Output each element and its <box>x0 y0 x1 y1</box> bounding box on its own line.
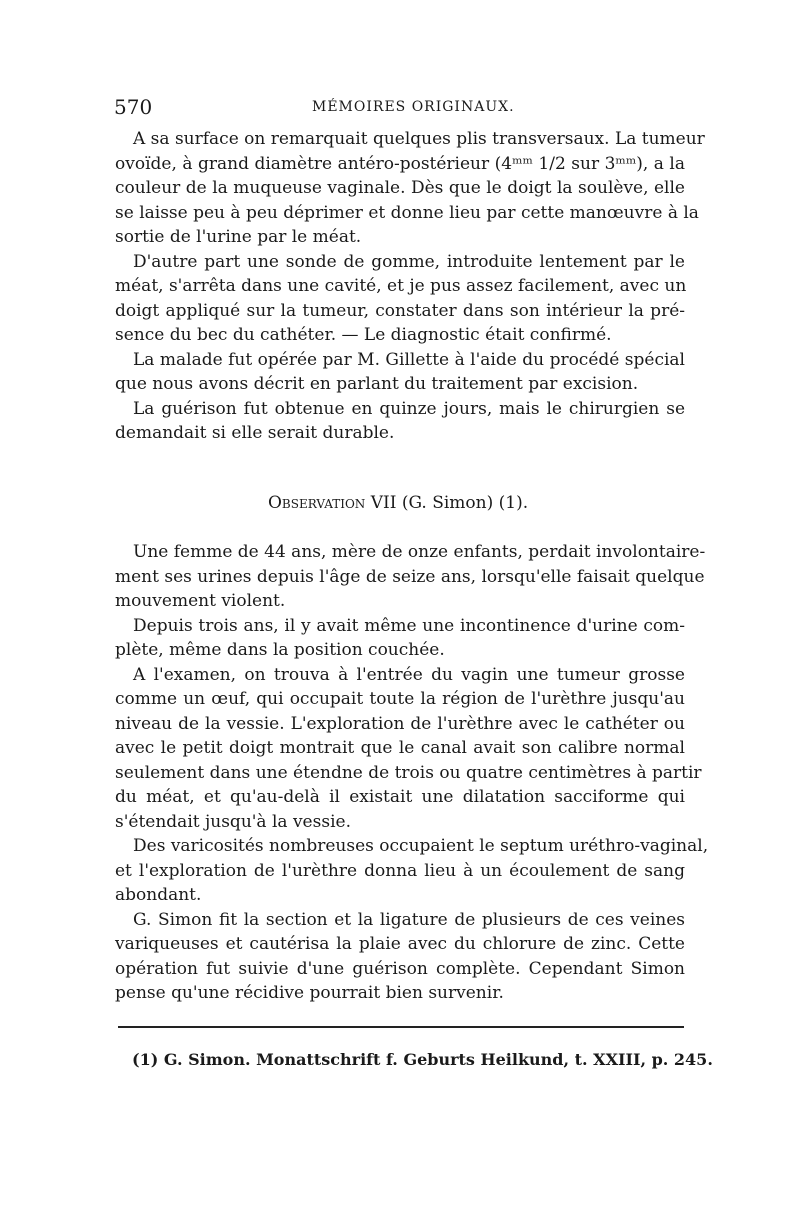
text-line: D'autre part une sonde de gomme, introduite lentement par le <box>133 251 685 272</box>
text-line: opération fut suivie d'une guérison complète. Cependant Simon <box>115 958 685 979</box>
footnote-rule <box>118 1026 684 1028</box>
running-title: MÉMOIRES ORIGINAUX. <box>312 99 515 115</box>
observation-number: VII (G. Simon) (1). <box>370 493 529 513</box>
text-line: sence du bec du cathéter. — Le diagnostic était confirmé. <box>115 325 612 345</box>
observation-heading <box>268 493 528 513</box>
text-line: plète, même dans la position couchée. <box>115 640 445 660</box>
text-line: doigt appliqué sur la tumeur, constater dans son intérieur la pré- <box>115 300 685 321</box>
text-line: mouvement violent. <box>115 591 286 611</box>
text-line: seulement dans une étendne de trois ou quatre centimètres à partir <box>115 762 702 783</box>
text-line: G. Simon fit la section et la ligature de plusieurs de ces veines <box>133 909 685 930</box>
text-line: sortie de l'urine par le méat. <box>115 227 362 247</box>
text-line: La malade fut opérée par M. Gillette à l'aide du procédé spécial <box>133 349 685 370</box>
text-line: La guérison fut obtenue en quinze jours, mais le chirurgien se <box>133 398 685 419</box>
page-number: 570 <box>114 95 153 119</box>
footnote: (1) G. Simon. Monattschrift f. Geburts Heilkund, t. XXIII, p. 245. <box>132 1050 713 1069</box>
text-line: avec le petit doigt montrait que le canal avait son calibre normal <box>115 738 685 758</box>
text-line: ment ses urines depuis l'âge de seize ans, lorsqu'elle faisait quelque <box>115 566 705 587</box>
text-line: couleur de la muqueuse vaginale. Dès que le doigt la soulève, elle <box>115 178 685 198</box>
text-line: niveau de la vessie. L'exploration de l'urèthre avec le cathéter ou <box>115 713 685 734</box>
text-line: se laisse peu à peu déprimer et donne lieu par cette manœuvre à la <box>115 202 699 223</box>
text-line: s'étendait jusqu'à la vessie. <box>115 811 351 832</box>
text-line: Des varicosités nombreuses occupaient le septum uréthro-vaginal, <box>133 836 709 856</box>
text-line: et l'exploration de l'urèthre donna lieu à un écoulement de sang <box>115 860 685 881</box>
text-line: variqueuses et cautérisa la plaie avec du chlorure de zinc. Cette <box>115 934 685 954</box>
text-line: A sa surface on remarquait quelques plis transversaux. La tumeur <box>133 129 705 149</box>
text-line: du méat, et qu'au-delà il existait une dilatation sacciforme qui <box>115 787 685 807</box>
text-line: abondant. <box>115 885 202 905</box>
text-line: pense qu'une récidive pourrait bien survenir. <box>115 983 504 1003</box>
text-line: que nous avons décrit en parlant du traitement par excision. <box>115 374 639 394</box>
page-header <box>114 95 694 125</box>
text-line: ovoïde, à grand diamètre antéro-postérieur (4ᵐᵐ 1/2 sur 3ᵐᵐ), a la <box>115 153 685 174</box>
observation-label: Observation <box>268 493 366 513</box>
text-line: méat, s'arrêta dans une cavité, et je pus assez facilement, avec un <box>115 276 687 296</box>
text-line: demandait si elle serait durable. <box>115 423 395 443</box>
text-line: Une femme de 44 ans, mère de onze enfants, perdait involontaire- <box>133 542 706 562</box>
text-line: A l'examen, on trouva à l'entrée du vagin une tumeur grosse <box>133 664 685 685</box>
text-line: comme un œuf, qui occupait toute la région de l'urèthre jusqu'au <box>115 689 685 709</box>
text-line: Depuis trois ans, il y avait même une incontinence d'urine com- <box>133 615 685 636</box>
